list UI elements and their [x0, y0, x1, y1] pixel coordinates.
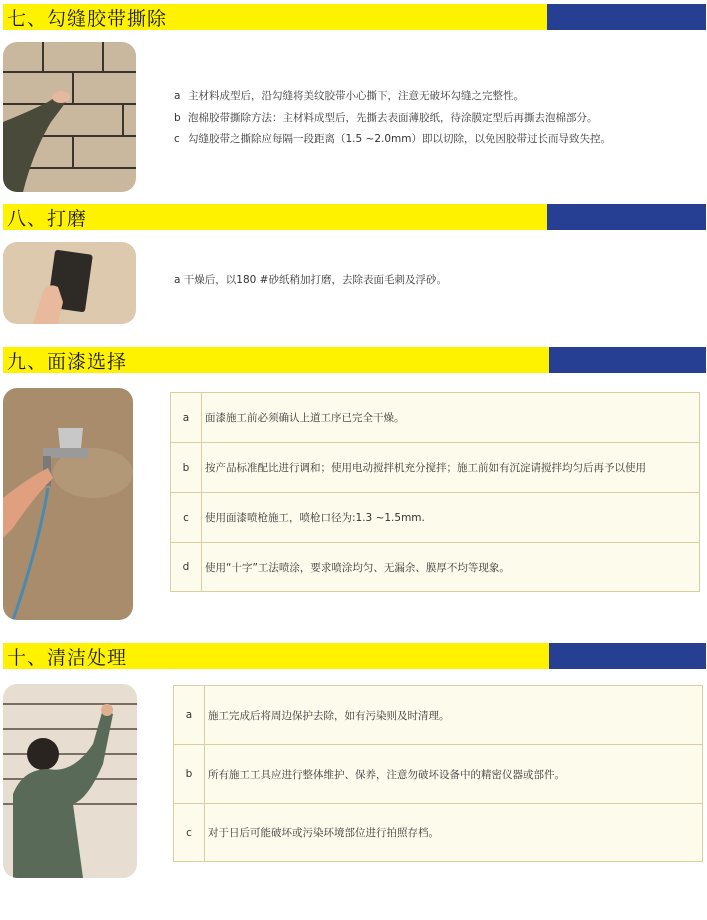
row-text: 施工完成后将周边保护去除，如有污染则及时清理。	[208, 709, 450, 722]
section-9-table	[170, 392, 700, 592]
row-key: c	[171, 493, 202, 542]
banner-accent	[549, 643, 706, 669]
step-item: a 干燥后，以180 #砂纸稍加打磨，去除表面毛刺及浮砂。	[174, 274, 447, 286]
row-key: d	[171, 543, 202, 591]
step-item: a 主材料成型后，沿勾缝将美纹胶带小心撕下，注意无破坏勾缝之完整性。	[174, 90, 524, 102]
banner-accent	[547, 204, 706, 230]
section-banner-10	[3, 643, 706, 669]
table-row	[174, 745, 702, 804]
tape-removal-photo	[3, 42, 136, 192]
table-row	[174, 686, 702, 745]
section-banner-8	[3, 204, 706, 230]
section-10-table	[173, 685, 703, 862]
table-row	[171, 393, 699, 443]
section-banner-7	[3, 4, 706, 30]
spray-gun-photo	[3, 388, 133, 620]
section-banner-9	[3, 347, 706, 373]
cleaning-worker-photo	[3, 684, 137, 878]
row-text: 使用面漆喷枪施工，喷枪口径为:1.3 ~1.5mm.	[205, 512, 425, 524]
table-row	[171, 543, 699, 591]
step-item: b 泡棉胶带撕除方法：主材料成型后，先撕去表面薄胶纸，待涂膜定型后再撕去泡棉部分。	[174, 111, 598, 124]
row-text: 面漆施工前必须确认上道工序已完全干燥。	[205, 412, 405, 424]
banner-accent	[549, 347, 706, 373]
section-8-steps	[174, 270, 447, 292]
section-7-steps	[174, 86, 611, 151]
row-text: 所有施工工具应进行整体维护、保养，注意勿破坏设备中的精密仪器或部件。	[208, 768, 565, 781]
section-title: 七、勾缝胶带撕除	[7, 7, 168, 30]
section-title: 八、打磨	[7, 207, 88, 230]
section-title: 九、面漆选择	[7, 350, 128, 373]
row-text: 使用“十字”工法喷涂，要求喷涂均匀、无漏余、膜厚不均等现象。	[205, 561, 510, 574]
row-text: 对于日后可能破坏或污染环境部位进行拍照存档。	[208, 827, 439, 839]
row-key: a	[171, 393, 202, 442]
section-title: 十、清洁处理	[7, 646, 128, 669]
sanding-photo	[3, 242, 136, 324]
row-key: a	[174, 686, 205, 744]
row-key: b	[174, 745, 205, 803]
banner-accent	[547, 4, 706, 30]
table-row	[171, 443, 699, 493]
row-key: b	[171, 443, 202, 492]
table-row	[171, 493, 699, 543]
row-text: 按产品标准配比进行调和；使用电动搅拌机充分搅拌；施工前如有沉淀请搅拌均匀后再予以使用	[205, 462, 646, 474]
table-row	[174, 804, 702, 861]
step-item: c 勾缝胶带之撕除应每隔一段距离（1.5 ~2.0mm）即以切除，以免因胶带过长而导致失控。	[174, 133, 611, 145]
row-key: c	[174, 804, 205, 861]
